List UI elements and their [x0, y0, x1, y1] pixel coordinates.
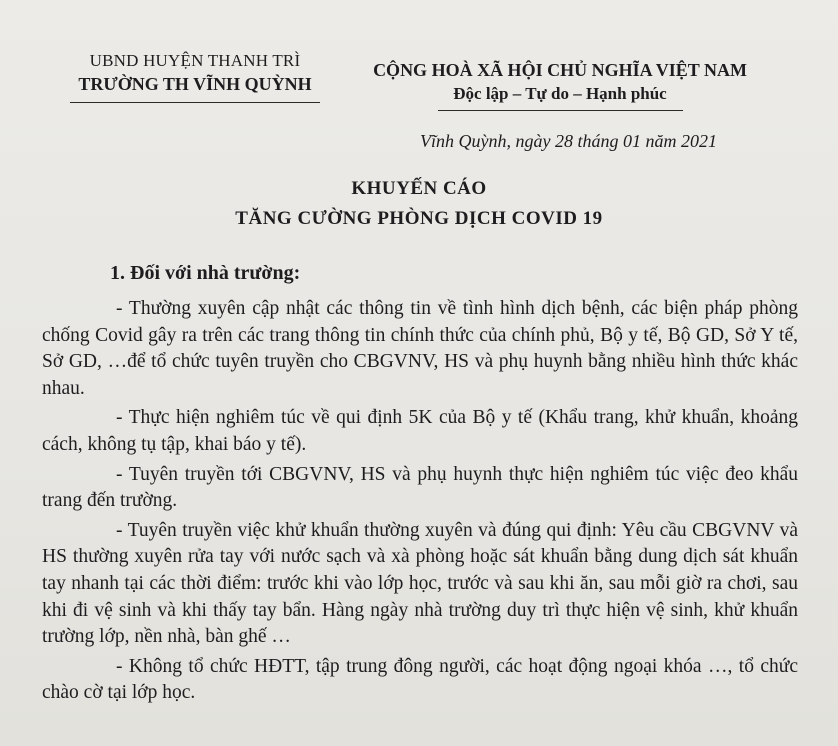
paragraph: - Thực hiện nghiêm túc về qui định 5K của Bộ y tế (Khẩu trang, khử khuẩn, khoảng cách, không tụ tập, khai báo y tế).	[42, 407, 798, 455]
section-body	[42, 296, 798, 710]
section-heading: 1. Đối với nhà trường:	[110, 262, 301, 284]
district-authority-name: UBND HUYỆN THANH TRÌ	[89, 51, 301, 70]
motto-underline	[438, 110, 683, 111]
school-name-underline	[70, 102, 320, 103]
issuing-authority-block	[50, 50, 340, 103]
school-name: TRƯỜNG TH VĨNH QUỲNH	[78, 74, 312, 94]
paragraph: - Tuyên truyền tới CBGVNV, HS và phụ huynh thực hiện nghiêm túc việc đeo khẩu trang đến trường.	[42, 463, 798, 512]
paragraph: - Tuyên truyền việc khử khuẩn thường xuyên và đúng qui định: Yêu cầu CBGVNV và HS thường xuyên rửa tay với nước sạch và xà phòng hoặc sát khuẩn bằng dung dịch sát khuẩn tay nhanh tại các thời điểm: trước khi vào lớp học, trước và sau khi ăn, sau mỗi giờ ra chơi, sau khi đi vệ sinh và khi thấy tay bẩn. Hàng ngày nhà trường duy trì thực hiện vệ sinh, khử khuẩn trường lớp, nền nhà, bàn ghế …	[42, 519, 798, 648]
document-title: KHUYẾN CÁO	[351, 178, 487, 199]
country-name: CỘNG HOÀ XÃ HỘI CHỦ NGHĨA VIỆT NAM	[373, 60, 747, 80]
paragraph: - Không tổ chức HĐTT, tập trung đông người, các hoạt động ngoại khóa …, tổ chức chào cờ tại lớp học.	[42, 655, 798, 704]
paragraph: - Thường xuyên cập nhật các thông tin về tình hình dịch bệnh, các biện pháp phòng chống Covid gây ra trên các trang thông tin chính thức của chính phủ, Bộ y tế, Bộ GD, Sở Y tế, Sở GD, …để tổ chức tuyên truyền cho CBGVNV, HS và phụ huynh bằng nhiều hình thức khác nhau.	[42, 298, 798, 399]
national-motto: Độc lập – Tự do – Hạnh phúc	[453, 84, 667, 103]
national-header-block	[350, 58, 770, 111]
place-and-date: Vĩnh Quỳnh, ngày 28 tháng 01 năm 2021	[420, 131, 717, 151]
document-subtitle: TĂNG CƯỜNG PHÒNG DỊCH COVID 19	[235, 208, 603, 229]
